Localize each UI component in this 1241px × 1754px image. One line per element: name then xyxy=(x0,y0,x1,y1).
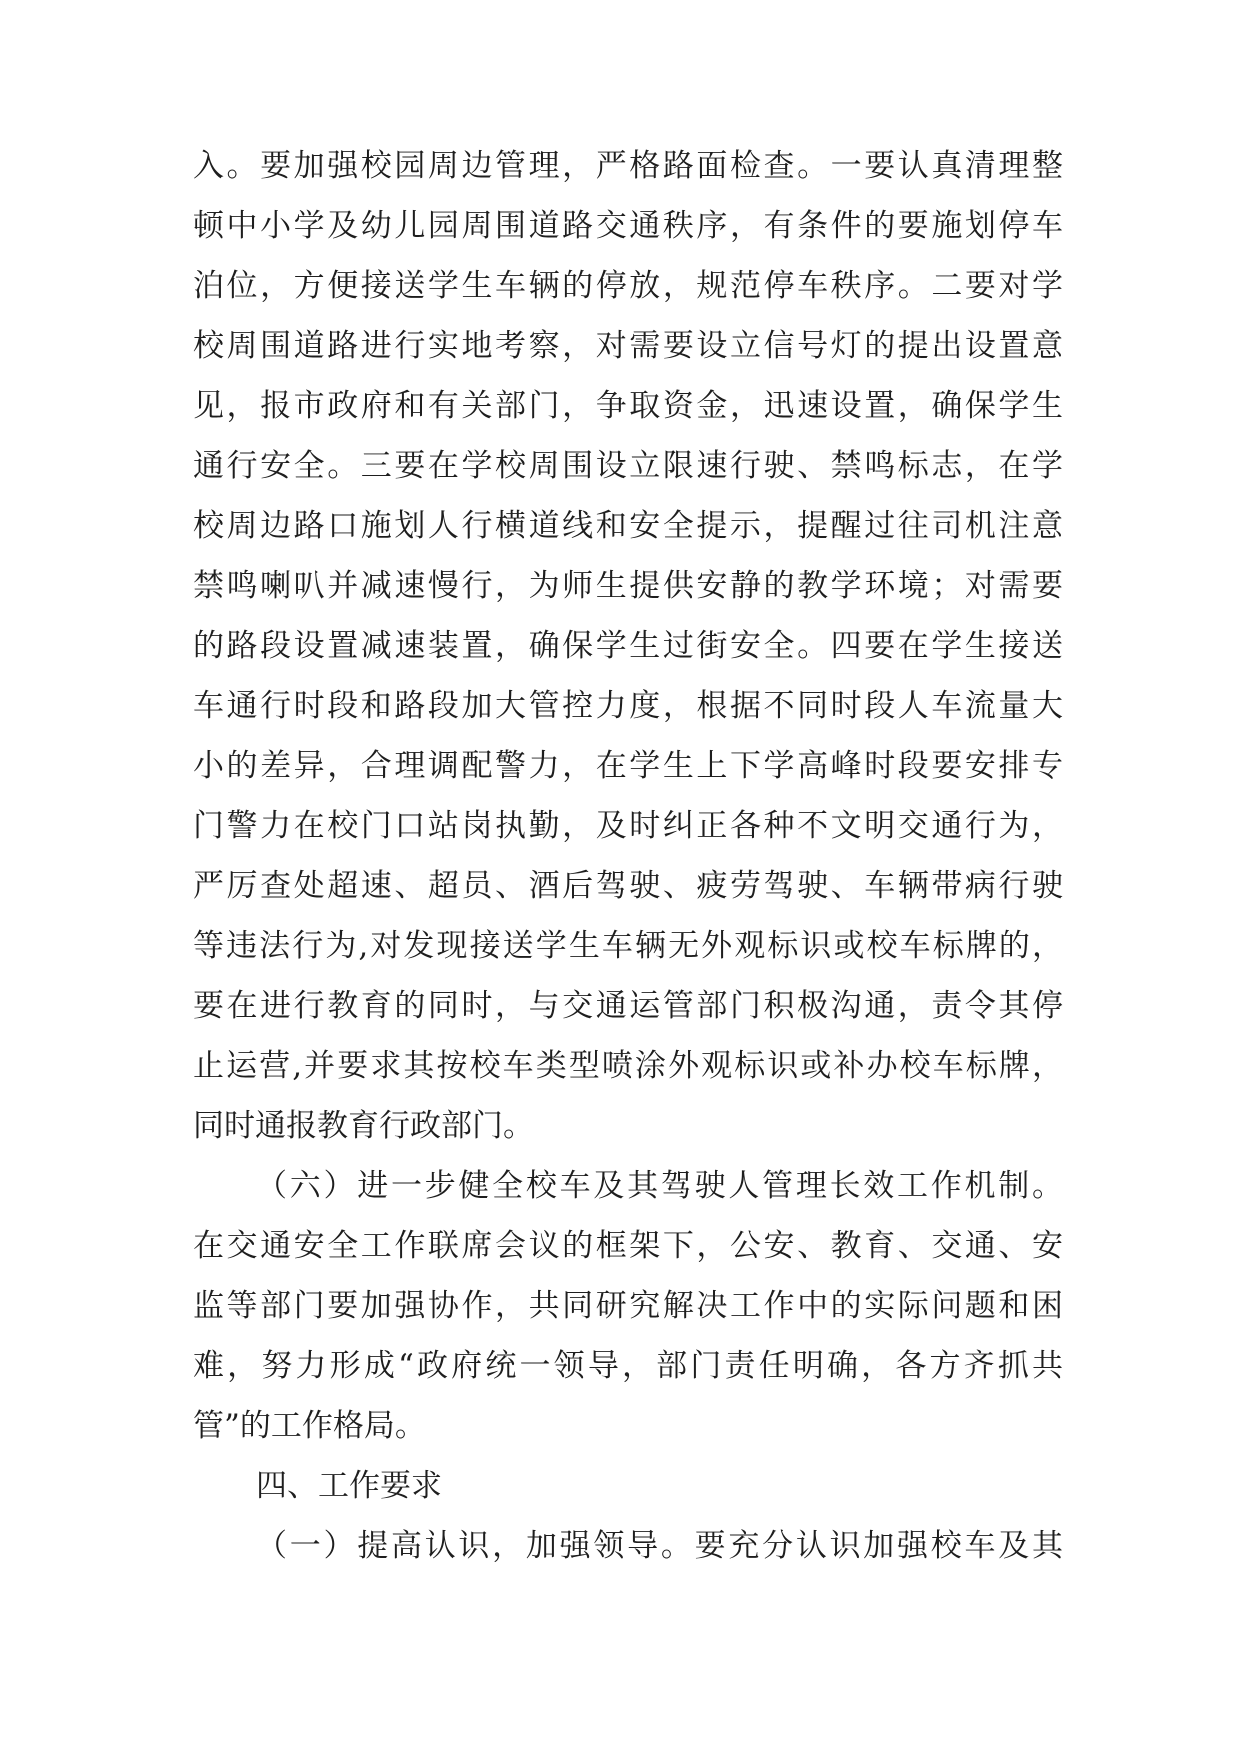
text-line: 等违法行为,对发现接送学生车辆无外观标识或校车标牌的， xyxy=(193,928,1063,964)
text-line: 监等部门要加强协作，共同研究解决工作中的实际问题和困 xyxy=(193,1288,1063,1324)
text-line: 见，报市政府和有关部门，争取资金，迅速设置，确保学生 xyxy=(193,388,1063,424)
text-line: 校周边路口施划人行横道线和安全提示，提醒过往司机注意 xyxy=(193,508,1063,544)
text-line: 小的差异，合理调配警力，在学生上下学高峰时段要安排专 xyxy=(193,748,1063,784)
text-line: 严厉查处超速、超员、酒后驾驶、疲劳驾驶、车辆带病行驶 xyxy=(193,868,1063,904)
text-line: 入。要加强校园周边管理，严格路面检查。一要认真清理整 xyxy=(193,148,1063,184)
text-line: 要在进行教育的同时，与交通运管部门积极沟通，责令其停 xyxy=(193,988,1063,1024)
section-heading-4: 四、工作要求 xyxy=(256,1468,442,1504)
text-line: 难，努力形成“政府统一领导，部门责任明确，各方齐抓共 xyxy=(193,1348,1063,1384)
text-line: 顿中小学及幼儿园周围道路交通秩序，有条件的要施划停车 xyxy=(193,208,1063,244)
text-line: 门警力在校门口站岗执勤，及时纠正各种不文明交通行为， xyxy=(193,808,1063,844)
text-line: 同时通报教育行政部门。 xyxy=(193,1108,534,1144)
text-line: 管”的工作格局。 xyxy=(193,1408,426,1444)
text-line: 禁鸣喇叭并减速慢行，为师生提供安静的教学环境；对需要 xyxy=(193,568,1063,604)
text-line: 校周围道路进行实地考察，对需要设立信号灯的提出设置意 xyxy=(193,328,1063,364)
text-line: 的路段设置减速装置，确保学生过街安全。四要在学生接送 xyxy=(193,628,1063,664)
text-line: 车通行时段和路段加大管控力度，根据不同时段人车流量大 xyxy=(193,688,1063,724)
section-heading-6: （六）进一步健全校车及其驾驶人管理长效工作机制。 xyxy=(256,1168,1063,1204)
text-line: 泊位，方便接送学生车辆的停放，规范停车秩序。二要对学 xyxy=(193,268,1063,304)
text-line: 止运营,并要求其按校车类型喷涂外观标识或补办校车标牌， xyxy=(193,1048,1063,1084)
text-line: 通行安全。三要在学校周围设立限速行驶、禁鸣标志，在学 xyxy=(193,448,1063,484)
subsection-heading-1: （一）提高认识，加强领导。要充分认识加强校车及其 xyxy=(256,1528,1063,1564)
text-line: 在交通安全工作联席会议的框架下，公安、教育、交通、安 xyxy=(193,1228,1063,1264)
